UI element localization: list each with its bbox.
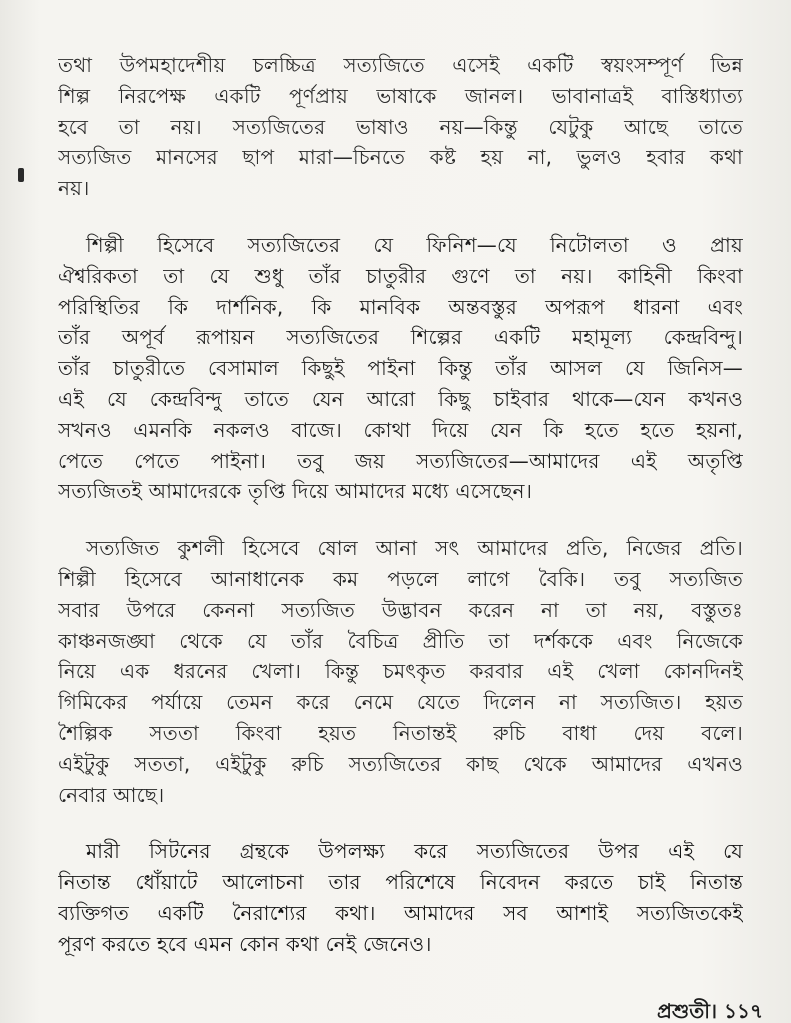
text-line: তাঁর অপূর্ব রূপায়ন সত্যজিতের শিল্পের একটি মহামূল্য কেন্দ্রবিন্দু। bbox=[58, 325, 743, 350]
text-line: মারী সিটনের গ্রন্থকে উপলক্ষ্য করে সত্যজিতের উপর এই যে bbox=[86, 839, 743, 864]
text-line: শিল্প নিরপেক্ষ একটি পূর্ণপ্রায় ভাষাকে জানল। ভাবানাত্রই বাস্তিধ্যাত্য bbox=[58, 83, 743, 108]
text-line: শৈল্পিক সততা কিংবা হয়ত নিতান্তই রুচি বাধা দেয় বলে। bbox=[58, 720, 743, 745]
text-line: সত্যজিতই আমাদেরকে তৃপ্তি দিয়ে আমাদের মধ্যে এসেছেন। bbox=[58, 479, 533, 504]
text-line: ব্যক্তিগত একটি নৈরাশ্যের কথা। আমাদের সব আশাই সত্যজিতকেই bbox=[58, 900, 743, 925]
paragraph-4 bbox=[58, 836, 743, 959]
text-line: সবার উপরে কেননা সত্যজিত উদ্ভাবন করেন না তা নয়, বস্তুতঃ bbox=[58, 597, 743, 622]
text-line: কাঞ্চনজঙ্ঘা থেকে যে তাঁর বৈচিত্র প্রীতি তা দর্শককে এবং নিজেকে bbox=[58, 628, 743, 653]
text-line: নেবার আছে। bbox=[58, 782, 165, 807]
text-line: পূরণ করতে হবে এমন কোন কথা নেই জেনেও। bbox=[58, 931, 432, 956]
text-line: সত্যজিত কুশলী হিসেবে ষোল আনা সৎ আমাদের প্রতি, নিজের প্রতি। bbox=[86, 536, 743, 561]
text-line: ঐশ্বরিকতা তা যে শুধু তাঁর চাতুরীর গুণে তা নয়। কাহিনী কিংবা bbox=[58, 263, 743, 288]
text-line: পরিস্থিতির কি দার্শনিক, কি মানবিক অন্তবস্তুর অপরূপ ধারনা এবং bbox=[58, 294, 743, 319]
text-line: হবে তা নয়। সত্যজিতের ভাষাও নয়—কিন্তু যেটুকু আছে তাতে bbox=[58, 114, 743, 139]
text-line: নিতান্ত ধোঁয়াটে আলোচনা তার পরিশেষে নিবেদন করতে চাই নিতান্ত bbox=[58, 870, 743, 895]
text-line: এইটুকু সততা, এইটুকু রুচি সত্যজিতের কাছ থেকে আমাদের এখনও bbox=[58, 751, 743, 776]
text-line: শিল্পী হিসেবে সত্যজিতের যে ফিনিশ—যে নিটোলতা ও প্রায় bbox=[86, 232, 743, 257]
text-line: নয়। bbox=[58, 176, 90, 201]
text-line: সত্যজিত মানসের ছাপ মারা—চিনতে কষ্ট হয় না, ভুলও হবার কথা bbox=[58, 145, 743, 170]
text-line: এই যে কেন্দ্রবিন্দু তাতে যেন আরো কিছু চাইবার থাকে—যেন কখনও bbox=[58, 386, 743, 411]
text-line: তথা উপমহাদেশীয় চলচ্চিত্র সত্যজিতে এসেই একটি স্বয়ংসম্পূর্ণ ভিন্ন bbox=[58, 53, 743, 77]
text-line: শিল্পী হিসেবে আনাধানেক কম পড়লে লাগে বৈকি। তবু সত্যজিত bbox=[58, 566, 743, 591]
text-line: গিমিকের পর্যায়ে তেমন করে নেমে যেতে দিলেন না সত্যজিত। হয়ত bbox=[58, 690, 743, 715]
binding-mark bbox=[18, 168, 24, 182]
paragraph-2 bbox=[58, 230, 743, 507]
text-line: সখনও এমনকি নকলও বাজে। কোথা দিয়ে যেন কি হতে হতে হয়না, bbox=[58, 417, 743, 442]
body-text bbox=[58, 50, 743, 986]
page-number: প্রশুতী। ১১৭ bbox=[657, 999, 763, 1023]
paragraph-3 bbox=[58, 533, 743, 810]
text-line: পেতে পেতে পাইনা। তবু জয় সত্যজিতের—আমাদের এই অতৃপ্তি bbox=[58, 448, 743, 473]
text-line: নিয়ে এক ধরনের খেলা। কিন্তু চমৎকৃত করবার এই খেলা কোনদিনই bbox=[58, 659, 743, 684]
text-line: তাঁর চাতুরীতে বেসামাল কিছুই পাইনা কিন্তু তাঁর আসল যে জিনিস— bbox=[58, 356, 743, 381]
paragraph-1 bbox=[58, 50, 743, 204]
